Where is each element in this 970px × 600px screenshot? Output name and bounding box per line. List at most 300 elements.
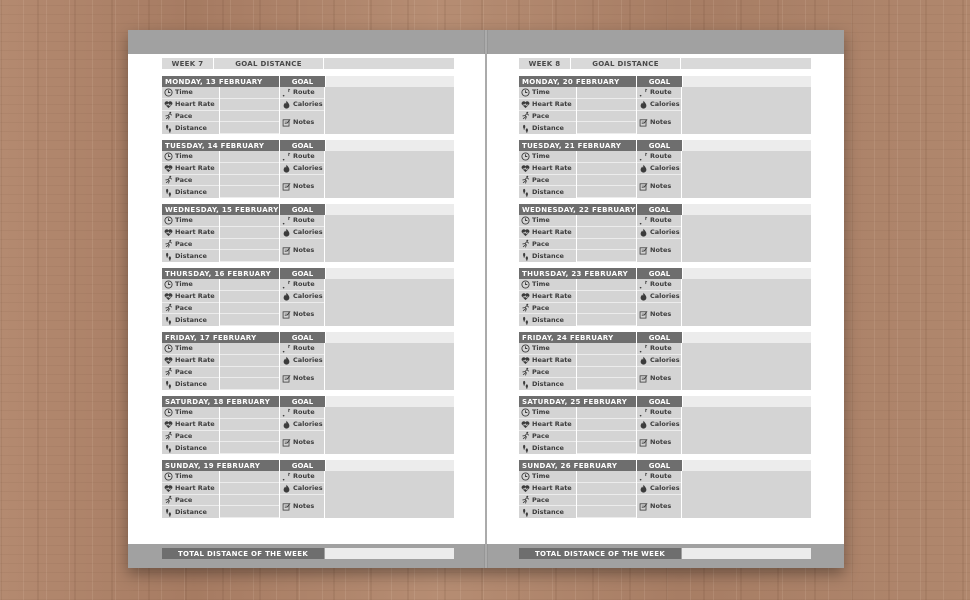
notes-field[interactable] [324, 343, 454, 390]
notes-label: Notes [650, 310, 672, 319]
flame-icon [282, 420, 291, 429]
time-row [519, 87, 576, 99]
metric-values [576, 151, 636, 198]
day-block [162, 396, 454, 454]
pace-row [519, 495, 576, 507]
distance-label: Distance [175, 252, 207, 261]
pace-row [519, 431, 576, 443]
extra-labels [636, 471, 681, 518]
notes-field[interactable] [681, 87, 811, 134]
pace-field[interactable] [220, 175, 279, 187]
metric-labels [162, 279, 219, 326]
metric-values [576, 343, 636, 390]
day-goal-field[interactable] [326, 460, 454, 471]
day-goal-label: GOAL [637, 76, 682, 87]
route-icon [639, 152, 648, 161]
notes-field[interactable] [324, 407, 454, 454]
pace-field[interactable] [220, 239, 279, 251]
heart-rate-row [162, 419, 219, 431]
notes-icon [639, 118, 648, 127]
heart-rate-row [519, 483, 576, 495]
pace-row [519, 111, 576, 123]
notes-field[interactable] [681, 471, 811, 518]
notes-label: Notes [293, 374, 315, 383]
notes-row [637, 239, 681, 263]
route-icon [639, 280, 648, 289]
heart-rate-field[interactable] [220, 227, 279, 239]
time-row [519, 343, 576, 355]
time-field[interactable] [577, 343, 636, 355]
notes-label: Notes [293, 310, 315, 319]
calories-row [280, 419, 324, 431]
calories-row [637, 355, 681, 367]
day-body [519, 407, 811, 454]
pace-field[interactable] [220, 495, 279, 507]
calories-row [637, 163, 681, 175]
metric-values [219, 471, 279, 518]
notes-field[interactable] [681, 279, 811, 326]
heart-rate-field[interactable] [220, 483, 279, 495]
time-row [162, 407, 219, 419]
day-goal-field[interactable] [683, 268, 811, 279]
day-body [162, 215, 454, 262]
route-row [637, 407, 681, 419]
day-title: THURSDAY, 23 FEBRUARY [519, 268, 636, 279]
pace-label: Pace [532, 239, 550, 248]
heart-rate-label: Heart Rate [175, 356, 215, 365]
heart-rate-row [519, 419, 576, 431]
day-block [162, 332, 454, 390]
flame-icon [282, 292, 291, 301]
runner-icon [521, 175, 530, 184]
pace-row [162, 239, 219, 251]
pace-row [162, 431, 219, 443]
day-title: FRIDAY, 24 FEBRUARY [519, 332, 636, 343]
calories-row [280, 227, 324, 239]
distance-field[interactable] [577, 250, 636, 262]
pace-field[interactable] [577, 495, 636, 507]
notes-icon [282, 502, 291, 511]
extra-labels [279, 471, 324, 518]
footprints-icon [164, 444, 173, 453]
notes-row [280, 367, 324, 391]
notes-icon [639, 310, 648, 319]
distance-field[interactable] [220, 122, 279, 134]
time-label: Time [175, 408, 193, 417]
heart-rate-label: Heart Rate [175, 164, 215, 173]
flame-icon [282, 356, 291, 365]
metric-labels [162, 151, 219, 198]
week-total [519, 548, 811, 559]
day-goal-field[interactable] [683, 332, 811, 343]
day-goal-field[interactable] [326, 140, 454, 151]
time-field[interactable] [220, 151, 279, 163]
day-goal-label: GOAL [637, 396, 682, 407]
day-title: MONDAY, 13 FEBRUARY [162, 76, 279, 87]
distance-row [519, 122, 576, 134]
notes-row [280, 111, 324, 135]
route-row [637, 471, 681, 483]
time-label: Time [532, 280, 550, 289]
time-field[interactable] [577, 151, 636, 163]
notes-field[interactable] [324, 151, 454, 198]
route-icon [282, 216, 291, 225]
flame-icon [639, 420, 648, 429]
notes-field[interactable] [324, 87, 454, 134]
distance-field[interactable] [577, 442, 636, 454]
heart-icon [521, 292, 530, 301]
calories-row [280, 99, 324, 111]
heart-rate-field[interactable] [577, 355, 636, 367]
day-goal-label: GOAL [637, 460, 682, 471]
heart-rate-field[interactable] [577, 419, 636, 431]
distance-label: Distance [175, 188, 207, 197]
heart-rate-field[interactable] [577, 99, 636, 111]
extra-labels [636, 151, 681, 198]
pace-row [519, 303, 576, 315]
metric-values [576, 407, 636, 454]
notes-row [280, 303, 324, 327]
calories-label: Calories [293, 420, 323, 429]
distance-row [162, 442, 219, 454]
footprints-icon [164, 188, 173, 197]
notes-field[interactable] [324, 279, 454, 326]
heart-rate-field[interactable] [220, 419, 279, 431]
day-goal-label: GOAL [280, 460, 325, 471]
planner-book [128, 30, 844, 568]
time-field[interactable] [220, 87, 279, 99]
runner-icon [521, 367, 530, 376]
day-goal-field[interactable] [683, 140, 811, 151]
total-distance-field[interactable] [682, 548, 811, 559]
time-field[interactable] [220, 407, 279, 419]
distance-row [519, 250, 576, 262]
day-header [519, 268, 811, 279]
pace-field[interactable] [220, 431, 279, 443]
day-title: FRIDAY, 17 FEBRUARY [162, 332, 279, 343]
clock-icon [521, 472, 530, 481]
metric-labels [162, 407, 219, 454]
route-row [637, 279, 681, 291]
pace-field[interactable] [577, 239, 636, 251]
day-header [519, 460, 811, 471]
route-row [280, 471, 324, 483]
time-row [162, 343, 219, 355]
day-goal-label: GOAL [280, 140, 325, 151]
route-row [280, 215, 324, 227]
calories-row [280, 291, 324, 303]
calories-label: Calories [293, 164, 323, 173]
clock-icon [164, 88, 173, 97]
runner-icon [164, 367, 173, 376]
distance-row [162, 186, 219, 198]
calories-row [280, 483, 324, 495]
notes-field[interactable] [324, 215, 454, 262]
footprints-icon [521, 316, 530, 325]
heart-rate-label: Heart Rate [532, 484, 572, 493]
route-label: Route [650, 280, 672, 289]
heart-rate-field[interactable] [220, 355, 279, 367]
day-goal-field[interactable] [326, 332, 454, 343]
route-icon [282, 152, 291, 161]
route-icon [282, 408, 291, 417]
calories-row [280, 163, 324, 175]
week-header [162, 58, 454, 69]
notes-label: Notes [293, 502, 315, 511]
day-body [519, 87, 811, 134]
heart-icon [521, 420, 530, 429]
pace-field[interactable] [220, 111, 279, 123]
heart-rate-row [519, 163, 576, 175]
distance-field[interactable] [220, 378, 279, 390]
time-label: Time [532, 216, 550, 225]
time-field[interactable] [220, 279, 279, 291]
route-label: Route [293, 408, 315, 417]
heart-rate-field[interactable] [220, 99, 279, 111]
distance-row [519, 378, 576, 390]
total-distance-field[interactable] [325, 548, 454, 559]
goal-distance-field[interactable] [681, 58, 811, 69]
calories-label: Calories [293, 356, 323, 365]
notes-field[interactable] [324, 471, 454, 518]
heart-rate-field[interactable] [220, 163, 279, 175]
runner-icon [164, 111, 173, 120]
heart-icon [164, 100, 173, 109]
distance-field[interactable] [220, 186, 279, 198]
day-block [519, 460, 811, 518]
day-body [162, 407, 454, 454]
day-goal-label: GOAL [280, 204, 325, 215]
footprints-icon [521, 124, 530, 133]
footprints-icon [164, 380, 173, 389]
day-goal-field[interactable] [683, 460, 811, 471]
calories-label: Calories [650, 228, 680, 237]
heart-rate-field[interactable] [577, 227, 636, 239]
route-row [637, 87, 681, 99]
heart-rate-row [519, 227, 576, 239]
pace-row [519, 175, 576, 187]
day-block [162, 268, 454, 326]
week-header [519, 58, 811, 69]
day-goal-field[interactable] [326, 268, 454, 279]
time-label: Time [175, 88, 193, 97]
distance-label: Distance [175, 444, 207, 453]
clock-icon [164, 472, 173, 481]
footprints-icon [164, 124, 173, 133]
day-goal-field[interactable] [326, 396, 454, 407]
notes-row [280, 495, 324, 519]
goal-distance-label: GOAL DISTANCE [214, 58, 324, 69]
time-label: Time [532, 152, 550, 161]
notes-field[interactable] [681, 407, 811, 454]
heart-rate-label: Heart Rate [175, 292, 215, 301]
pace-field[interactable] [577, 175, 636, 187]
calories-label: Calories [293, 228, 323, 237]
clock-icon [521, 216, 530, 225]
time-field[interactable] [577, 471, 636, 483]
route-icon [639, 216, 648, 225]
heart-rate-field[interactable] [577, 483, 636, 495]
route-label: Route [293, 88, 315, 97]
day-goal-field[interactable] [326, 204, 454, 215]
day-body [519, 215, 811, 262]
flame-icon [639, 356, 648, 365]
day-body [162, 471, 454, 518]
notes-field[interactable] [681, 151, 811, 198]
day-goal-label: GOAL [280, 76, 325, 87]
calories-label: Calories [293, 292, 323, 301]
distance-field[interactable] [577, 186, 636, 198]
pace-label: Pace [532, 495, 550, 504]
route-icon [639, 344, 648, 353]
notes-field[interactable] [681, 343, 811, 390]
day-goal-field[interactable] [683, 76, 811, 87]
metric-values [219, 215, 279, 262]
notes-icon [639, 438, 648, 447]
day-goal-field[interactable] [683, 396, 811, 407]
metric-labels [162, 215, 219, 262]
notes-label: Notes [650, 246, 672, 255]
heart-rate-field[interactable] [577, 291, 636, 303]
heart-icon [521, 484, 530, 493]
notes-row [280, 431, 324, 455]
distance-field[interactable] [577, 122, 636, 134]
extra-labels [279, 407, 324, 454]
distance-field[interactable] [220, 506, 279, 518]
time-field[interactable] [577, 407, 636, 419]
notes-row [637, 111, 681, 135]
heart-rate-label: Heart Rate [532, 420, 572, 429]
pace-field[interactable] [220, 367, 279, 379]
route-icon [282, 472, 291, 481]
footprints-icon [164, 252, 173, 261]
flame-icon [282, 228, 291, 237]
right-page [487, 54, 844, 558]
pace-label: Pace [175, 303, 193, 312]
heart-rate-label: Heart Rate [532, 292, 572, 301]
pace-label: Pace [175, 239, 193, 248]
heart-rate-row [162, 99, 219, 111]
distance-row [519, 506, 576, 518]
notes-icon [639, 502, 648, 511]
day-goal-label: GOAL [637, 140, 682, 151]
calories-label: Calories [293, 100, 323, 109]
pace-field[interactable] [577, 303, 636, 315]
heart-icon [164, 420, 173, 429]
day-header [162, 76, 454, 87]
route-icon [282, 88, 291, 97]
notes-label: Notes [650, 182, 672, 191]
clock-icon [521, 344, 530, 353]
day-block [519, 204, 811, 262]
pace-field[interactable] [220, 303, 279, 315]
day-goal-label: GOAL [280, 268, 325, 279]
heart-rate-label: Heart Rate [175, 420, 215, 429]
route-label: Route [650, 216, 672, 225]
day-body [519, 471, 811, 518]
notes-label: Notes [650, 374, 672, 383]
time-label: Time [175, 280, 193, 289]
metric-labels [519, 407, 576, 454]
pace-label: Pace [175, 175, 193, 184]
route-row [637, 151, 681, 163]
heart-icon [521, 356, 530, 365]
footprints-icon [521, 380, 530, 389]
extra-labels [636, 215, 681, 262]
distance-field[interactable] [220, 442, 279, 454]
distance-field[interactable] [577, 378, 636, 390]
day-header [162, 140, 454, 151]
time-field[interactable] [577, 215, 636, 227]
heart-rate-label: Heart Rate [175, 484, 215, 493]
clock-icon [164, 280, 173, 289]
runner-icon [521, 239, 530, 248]
day-goal-label: GOAL [280, 332, 325, 343]
day-block [519, 140, 811, 198]
time-row [519, 407, 576, 419]
notes-icon [282, 310, 291, 319]
route-icon [282, 280, 291, 289]
distance-label: Distance [532, 188, 564, 197]
flame-icon [639, 484, 648, 493]
time-row [162, 151, 219, 163]
pace-row [519, 239, 576, 251]
time-label: Time [532, 472, 550, 481]
time-field[interactable] [577, 279, 636, 291]
day-header [162, 204, 454, 215]
time-field[interactable] [220, 215, 279, 227]
route-row [280, 343, 324, 355]
notes-field[interactable] [681, 215, 811, 262]
day-body [162, 279, 454, 326]
distance-field[interactable] [220, 250, 279, 262]
calories-row [637, 227, 681, 239]
distance-field[interactable] [220, 314, 279, 326]
distance-field[interactable] [577, 314, 636, 326]
distance-label: Distance [175, 380, 207, 389]
distance-row [162, 122, 219, 134]
day-goal-field[interactable] [326, 76, 454, 87]
heart-rate-row [162, 483, 219, 495]
notes-label: Notes [293, 118, 315, 127]
distance-field[interactable] [577, 506, 636, 518]
heart-rate-field[interactable] [577, 163, 636, 175]
pace-field[interactable] [577, 367, 636, 379]
day-goal-field[interactable] [683, 204, 811, 215]
goal-distance-field[interactable] [324, 58, 454, 69]
calories-label: Calories [293, 484, 323, 493]
pace-field[interactable] [577, 111, 636, 123]
clock-icon [521, 152, 530, 161]
distance-label: Distance [175, 508, 207, 517]
pace-label: Pace [175, 367, 193, 376]
notes-row [637, 175, 681, 199]
route-label: Route [293, 472, 315, 481]
time-label: Time [532, 344, 550, 353]
time-field[interactable] [220, 343, 279, 355]
heart-rate-row [162, 227, 219, 239]
clock-icon [521, 280, 530, 289]
time-field[interactable] [577, 87, 636, 99]
pace-field[interactable] [577, 431, 636, 443]
pace-label: Pace [532, 367, 550, 376]
day-title: TUESDAY, 14 FEBRUARY [162, 140, 279, 151]
time-field[interactable] [220, 471, 279, 483]
distance-row [519, 314, 576, 326]
day-body [519, 343, 811, 390]
heart-icon [164, 292, 173, 301]
heart-rate-field[interactable] [220, 291, 279, 303]
